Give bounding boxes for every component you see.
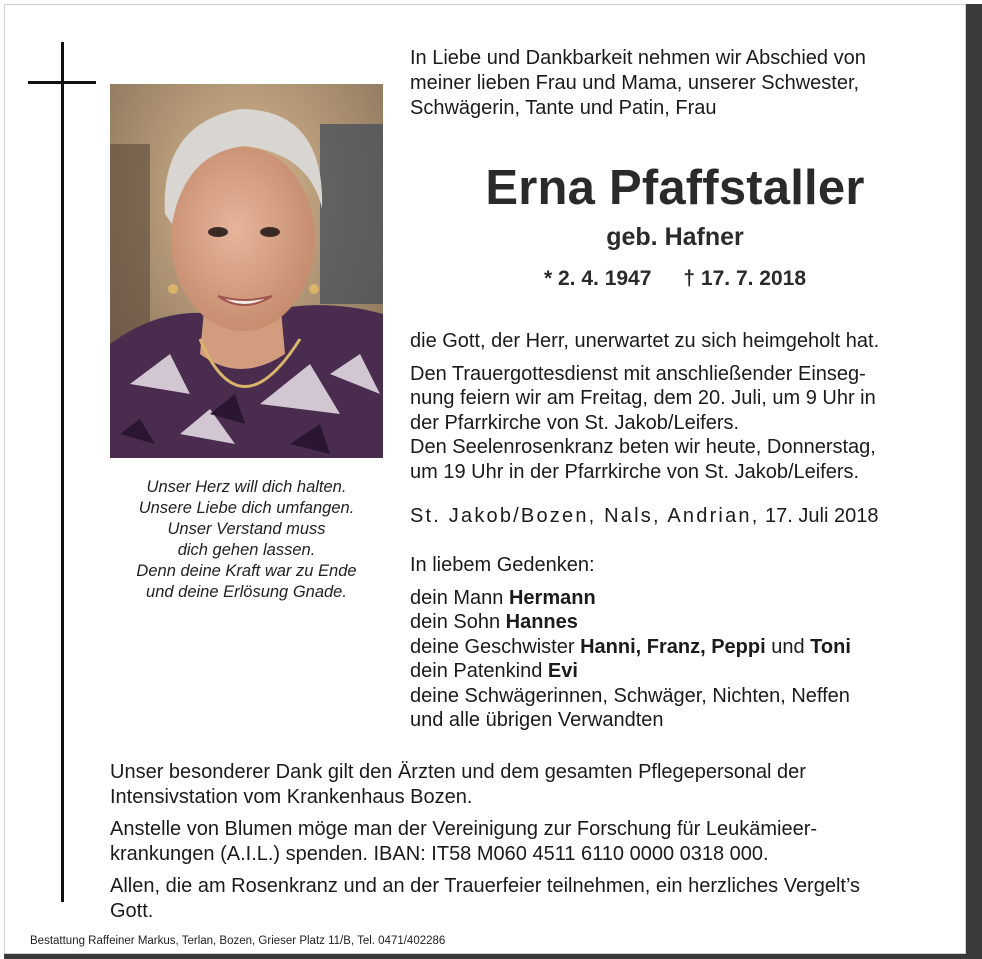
date: 17. Juli 2018: [765, 505, 879, 527]
gratitude-line: Allen, die am Rosenkranz und an der Trauerfeier teilnehmen, ein herzliches Vergelt’s: [110, 875, 861, 897]
deceased-name: Erna Pfaffstaller: [485, 161, 865, 215]
intro-line: In Liebe und Dankbarkeit nehmen wir Abschied von: [410, 47, 866, 69]
death-date: † 17. 7. 2018: [683, 267, 807, 290]
cross-icon: [61, 42, 64, 902]
mourner-line: [410, 610, 940, 635]
mourner-line: [410, 659, 940, 684]
mourner-line: deine Schwägerinnen, Schwäger, Nichten, Neffen: [410, 684, 850, 707]
donation-line: krankungen (A.I.L.) spenden. IBAN: IT58 M060 4511 6110 0000 0318 000.: [110, 842, 769, 865]
memory-heading: In liebem Gedenken:: [410, 554, 595, 576]
relation: dein Patenkind: [410, 660, 543, 682]
mourners-list: [410, 553, 940, 733]
body-line: um 19 Uhr in der Pfarrkirche von St. Jakob/Leifers.: [410, 460, 860, 483]
mourner-name: Hermann: [508, 586, 596, 609]
relation: dein Sohn: [410, 611, 501, 633]
body-line: Den Seelenrosenkranz beten wir heute, Donnerstag,: [410, 436, 876, 458]
poem-line: Unsere Liebe dich umfangen.: [138, 499, 355, 517]
gratitude-line: Gott.: [110, 899, 154, 922]
place-date: [410, 504, 940, 529]
closing-notes: [110, 760, 940, 923]
body-line: der Pfarrkirche von St. Jakob/Leifers.: [410, 411, 740, 434]
mourner-line: [410, 586, 940, 611]
places: St. Jakob/Bozen, Nals, Andrian,: [410, 505, 760, 527]
mourner-name: Toni: [810, 635, 851, 658]
intro-text: [410, 46, 940, 121]
poem-line: Unser Verstand muss: [167, 520, 326, 538]
maiden-name: geb. Hafner: [606, 223, 744, 251]
mourner-name: Hannes: [505, 611, 578, 633]
poem-line: dich gehen lassen.: [177, 541, 316, 559]
mourner-line: und alle übrigen Verwandten: [410, 709, 664, 731]
poem-line: und deine Erlösung Gnade.: [146, 583, 347, 601]
poem-line: Unser Herz will dich halten.: [146, 478, 347, 496]
thanks-line: Intensivstation vom Krankenhaus Bozen.: [110, 785, 473, 808]
birth-date: * 2. 4. 1947: [543, 267, 652, 290]
intro-line: Schwägerin, Tante und Patin, Frau: [410, 97, 717, 119]
donation-line: Anstelle von Blumen möge man der Vereinigung zur Forschung für Leukämieer-: [110, 818, 818, 840]
intro-line: meiner lieben Frau und Mama, unserer Schwester,: [410, 72, 860, 94]
mourner-line: [410, 635, 940, 660]
mourner-name: Hanni, Franz, Peppi: [580, 635, 766, 658]
poem: [110, 477, 383, 603]
body-line: Den Trauergottesdienst mit anschließender Einseg-: [410, 362, 866, 385]
conjunction: und: [771, 635, 805, 658]
portrait-photo: [110, 84, 383, 458]
frame-shadow-right: [966, 4, 982, 959]
body-line: nung feiern wir am Freitag, dem 20. Juli, um 9 Uhr in: [410, 387, 876, 409]
life-dates: [410, 265, 940, 293]
relation: dein Mann: [410, 586, 504, 609]
mourner-name: Evi: [547, 660, 578, 682]
frame-shadow-bottom: [4, 954, 982, 959]
poem-line: Denn deine Kraft war zu Ende: [136, 562, 357, 580]
service-info: [410, 329, 940, 484]
thanks-line: Unser besonderer Dank gilt den Ärzten und dem gesamten Pflegepersonal der: [110, 761, 806, 783]
funeral-home-footer: Bestattung Raffeiner Markus, Terlan, Bozen, Grieser Platz 11/B, Tel. 0471/402286: [30, 935, 446, 947]
cross-icon-bar: [28, 81, 96, 84]
relation: deine Geschwister: [410, 635, 575, 658]
body-line: die Gott, der Herr, unerwartet zu sich heimgeholt hat.: [410, 330, 880, 352]
